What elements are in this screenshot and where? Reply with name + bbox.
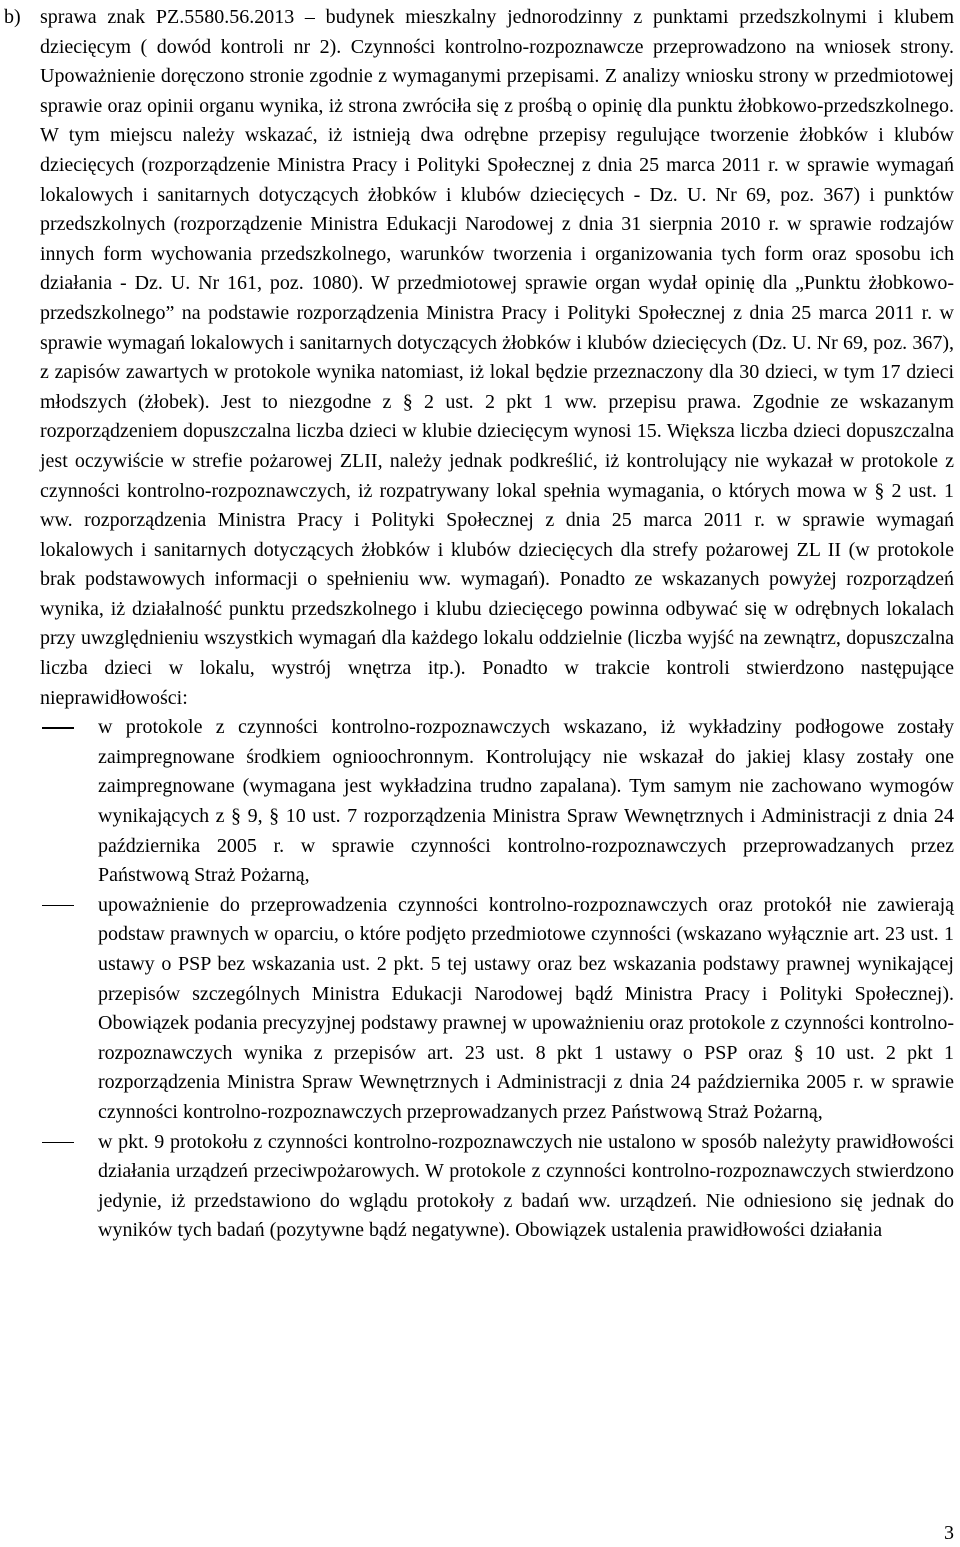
list-item <box>40 713 954 891</box>
page-number: 3 <box>944 1522 954 1544</box>
irregularities-list <box>40 713 954 1246</box>
dash-bullet-icon <box>42 1142 74 1144</box>
section-label: b) <box>4 6 21 28</box>
list-item <box>40 891 954 1128</box>
dash-bullet-icon <box>42 905 74 907</box>
section-paragraph: sprawa znak PZ.5580.56.2013 – budynek mieszkalny jednorodzinny z punktami przedszkolnymi i klubem dziecięcym ( dowód kontroli nr 2). Czynności kontrolno-rozpoznawcze przeprowadzono na wniosek strony. Upoważnienie doręczono stronie zgodnie z wymaganymi przepisami. Z analizy wniosku strony w przedmiotowej sprawie oraz opinii organu wynika, iż strona zwróciła się z prośbą o opinię dla punktu żłobkowo-przedszkolnego. W tym miejscu należy wskazać, iż istnieją dwa odrębne przepisy regulujące tworzenie żłobków i klubów dziecięcych (rozporządzenie Ministra Pracy i Polityki Społecznej z dnia 25 marca 2011 r. w sprawie wymagań lokalowych i sanitarnych dotyczących żłobków i klubów dziecięcych - Dz. U. Nr 69, poz. 367) i punktów przedszkolnych (rozporządzenie Ministra Edukacji Narodowej z dnia 31 sierpnia 2010 r. w sprawie rodzajów innych form wychowania przedszkolnego, warunków tworzenia i organizowania tych form oraz sposobu ich działania - Dz. U. Nr 161, poz. 1080). W przedmiotowej sprawie organ wydał opinię dla „Punktu żłobkowo-przedszkolnego” na podstawie rozporządzenia Ministra Pracy i Polityki Społecznej z dnia 25 marca 2011 r. w sprawie wymagań lokalowych i sanitarnych dotyczących żłobków i klubów dziecięcych (Dz. U. Nr 69, poz. 367), z zapisów zawartych w protokole wynika natomiast, iż lokal będzie przeznaczony dla 30 dzieci, w tym 17 dzieci młodszych (żłobek). Jest to niezgodne z § 2 ust. 2 pkt 1 ww. przepisu prawa. Zgodnie ze wskazanym rozporządzeniem dopuszczalna liczba dzieci w klubie dziecięcym wynosi 15. Większa liczba dzieci dopuszczalna jest oczywiście w strefie pożarowej ZLII, należy jednak podkreślić, iż kontrolujący nie wykazał w protokole z czynności kontrolno-rozpoznawczych, iż rozpatrywany lokal spełnia wymagania, o których mowa w § 2 ust. 1 ww. rozporządzenia Ministra Pracy i Polityki Społecznej z dnia 25 marca 2011 r. w sprawie wymagań lokalowych i sanitarnych dotyczących żłobków i klubów dziecięcych dla strefy pożarowej ZL II (w protokole brak podstawowych informacji o spełnieniu ww. wymagań). Ponadto ze wskazanych powyżej rozporządzeń wynika, iż działalność punktu przedszkolnego i klubu dziecięcego powinna odbywać się w odrębnych lokalach przy uwzględnieniu wszystkich wymagań dla każdego lokalu oddzielnie (liczba wyjść na zewnątrz, dopuszczalna liczba dzieci w lokalu, wystrój wnętrza itp.). Ponadto w trakcie kontroli stwierdzono następujące nieprawidłowości: <box>40 6 954 709</box>
list-item-text: upoważnienie do przeprowadzenia czynności kontrolno-rozpoznawczych oraz protokół nie zawierają podstaw prawnych w oparciu, o które podjęto przedmiotowe czynności (wskazano wyłącznie art. 23 ust. 1 ustawy o PSP bez wskazania ust. 2 pkt. 5 tej ustawy oraz bez wskazania podstawy prawnej wynikającej przepisów szczególnych Ministra Edukacji Narodowej bądź Ministra Pracy i Polityki Społecznej). Obowiązek podania precyzyjnej podstawy prawnej w upoważnieniu oraz protokole z czynności kontrolno-rozpoznawczych wynika z przepisów art. 23 ust. 8 pkt 1 ustawy o PSP oraz § 10 ust. 2 pkt 1 rozporządzenia Ministra Spraw Wewnętrznych i Administracji z dnia 24 października 2005 r. w sprawie czynności kontrolno-rozpoznawczych przeprowadzanych przez Państwową Straż Pożarną, <box>98 893 954 1123</box>
list-item-text: w pkt. 9 protokołu z czynności kontrolno-rozpoznawczych nie ustalono w sposób należyty prawidłowości działania urządzeń przeciwpożarowych. W protokole z czynności kontrolno-rozpoznawczych stwierdzono jedynie, iż przedstawiono do wglądu protokoły z badań ww. urządzeń. Nie odniesiono się jednak do wyników tych badań (pozytywne bądź negatywne). Obowiązek ustalenia prawidłowości działania <box>98 1130 954 1242</box>
section-b <box>4 3 954 1246</box>
list-item-text: w protokole z czynności kontrolno-rozpoznawczych wskazano, iż wykładziny podłogowe zostały zaimpregnowane środkiem ognioochronnym. Kontrolujący nie wskazał do jakiej klasy zostały one zaimpregnowane (wymagana jest wykładzina trudno zapalana). Tym samym nie zachowano wymogów wynikających z § 9, § 10 ust. 7 rozporządzenia Ministra Spraw Wewnętrznych i Administracji z dnia 24 października 2005 r. w sprawie czynności kontrolno-rozpoznawczych przeprowadzanych przez Państwową Straż Pożarną, <box>98 716 954 887</box>
list-item <box>40 1128 954 1246</box>
dash-bullet-icon <box>42 727 74 729</box>
